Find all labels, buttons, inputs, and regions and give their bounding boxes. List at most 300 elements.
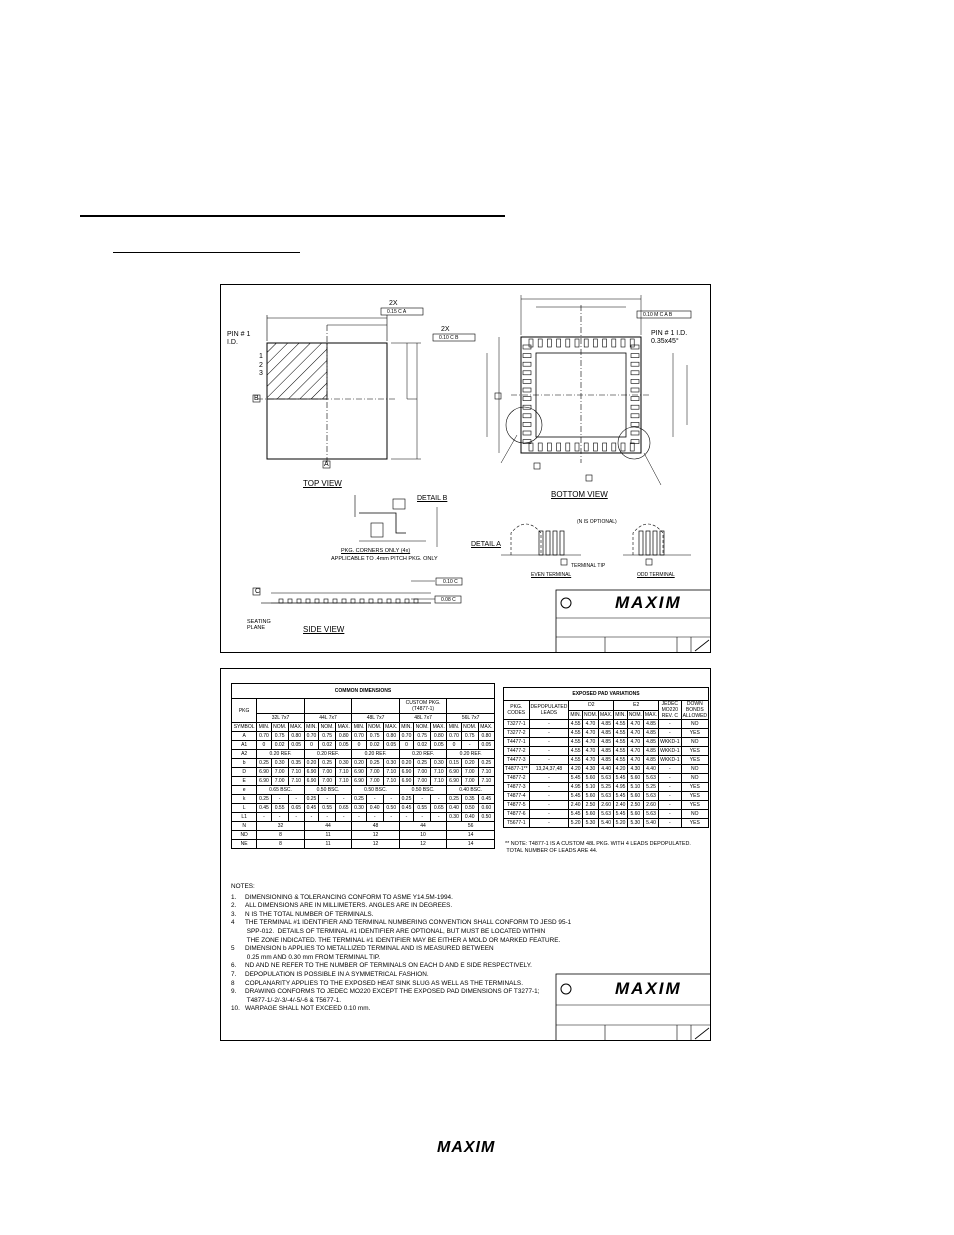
- pad-cell: 4.55: [615, 730, 626, 736]
- pad-cell: 4.55: [615, 721, 626, 727]
- pad-cell: T3277-2: [504, 729, 530, 738]
- value-cell: 0: [399, 741, 413, 750]
- value-cell: 7.10: [431, 777, 447, 786]
- terminal: [547, 339, 551, 347]
- table-row: [232, 732, 495, 741]
- pkg-name-0: 32L 7x7: [257, 714, 305, 723]
- value-cell: 0: [257, 741, 271, 750]
- pad-cell: 4.55: [570, 730, 581, 736]
- sub-header: MIN.: [401, 724, 412, 730]
- pad-cell: 4.40: [643, 765, 658, 774]
- value-cell: 0.45: [478, 795, 494, 804]
- pad-cell: 4.70: [582, 729, 598, 738]
- value-cell: 0.55: [271, 804, 288, 813]
- value-cell: 0.35: [461, 795, 478, 804]
- pad-cell: 5.10: [627, 783, 643, 792]
- symbol-cell: NE: [232, 840, 257, 849]
- pad-cell: 5.30: [627, 819, 643, 828]
- pad-cell: -: [659, 729, 681, 738]
- value-cell: 7.10: [478, 768, 494, 777]
- pad-cell: T4477-2: [504, 747, 530, 756]
- pad-cell: 4.85: [643, 747, 658, 756]
- terminal: [631, 388, 639, 392]
- pad-cell: 4.85: [643, 756, 658, 765]
- table-row: [504, 774, 709, 783]
- value-cell: 0.35: [288, 759, 304, 768]
- table-row: [504, 729, 709, 738]
- pad-cell: 4.40: [599, 765, 614, 774]
- merged-cell: 44: [399, 822, 447, 831]
- value-cell: 0: [447, 741, 461, 750]
- sub-header: MIN.: [353, 724, 365, 730]
- pad-sub-header: MIN.: [615, 711, 626, 718]
- note-text: COPLANARITY APPLIES TO THE EXPOSED HEAT SINK SLUG AS WELL AS THE TERMINALS.: [245, 979, 523, 987]
- side-view-label: SIDE VIEW: [303, 625, 345, 634]
- side-lead: [324, 599, 328, 603]
- symbol-cell: ND: [232, 831, 257, 840]
- value-cell: -: [352, 813, 366, 822]
- value-cell: 0.25: [257, 759, 271, 768]
- sub-header: NOM.: [463, 724, 477, 730]
- pad-cell: 4.20: [570, 766, 581, 772]
- pad-cell: 4.70: [627, 720, 643, 729]
- pad-cell: 5.60: [627, 810, 643, 819]
- symbol-cell: E: [232, 777, 257, 786]
- merged-cell: 8: [257, 840, 305, 849]
- terminal: [631, 379, 639, 383]
- pad-cell: T4477-3: [504, 756, 530, 765]
- value-cell: 6.90: [399, 768, 413, 777]
- value-cell: 0.25: [257, 795, 271, 804]
- pkg-col-1: [304, 699, 352, 714]
- pad-cell: -: [529, 747, 569, 756]
- pad-cell: NO: [681, 720, 708, 729]
- value-cell: 0.45: [399, 804, 413, 813]
- header-rule-short: [113, 252, 300, 253]
- value-cell: 7.00: [271, 768, 288, 777]
- sub-header: MAX.: [385, 724, 398, 730]
- datum-b: B: [254, 395, 259, 402]
- value-cell: 0.05: [288, 741, 304, 750]
- value-cell: 0.05: [478, 741, 494, 750]
- pad-cell: 4.85: [599, 747, 614, 756]
- pad-sub-header: MAX.: [644, 711, 658, 718]
- terminal: [621, 339, 625, 347]
- value-cell: 0.30: [431, 759, 447, 768]
- table-row: [504, 720, 709, 729]
- pad-cell: -: [529, 756, 569, 765]
- pad-cell: 5.60: [582, 774, 598, 783]
- dimension-table-sheet: [220, 668, 711, 1041]
- pad-down-header: DOWN BONDS ALLOWED: [682, 701, 708, 719]
- pkg-col-2: [352, 699, 400, 714]
- sub-header: MAX.: [337, 724, 350, 730]
- pad-cell: 4.85: [599, 729, 614, 738]
- table-row: [232, 750, 495, 759]
- value-cell: 6.90: [304, 777, 318, 786]
- value-cell: 7.10: [336, 768, 352, 777]
- top-view-label: TOP VIEW: [303, 479, 342, 488]
- common-title: COMMON DIMENSIONS: [232, 684, 495, 699]
- merged-cell: 0.20 REF.: [352, 750, 400, 759]
- value-cell: -: [383, 795, 399, 804]
- terminal: [523, 397, 531, 401]
- pad-pkg-header: PKG. CODES: [504, 701, 530, 720]
- value-cell: 0.30: [352, 804, 366, 813]
- note-number: 8: [231, 979, 235, 987]
- merged-cell: 56: [447, 822, 495, 831]
- table-row: [232, 804, 495, 813]
- value-cell: 0.80: [336, 732, 352, 741]
- value-cell: 0.25: [304, 795, 318, 804]
- terminal: [538, 339, 542, 347]
- value-cell: 0.80: [478, 732, 494, 741]
- value-cell: -: [288, 795, 304, 804]
- pad-cell: 5.20: [570, 820, 581, 826]
- value-cell: 7.10: [383, 777, 399, 786]
- table-row: [232, 768, 495, 777]
- value-cell: 0.80: [288, 732, 304, 741]
- side-lead: [351, 599, 355, 603]
- side-lead: [360, 599, 364, 603]
- pad-cell: 5.45: [570, 775, 581, 781]
- value-cell: 0.05: [336, 741, 352, 750]
- value-cell: 0.05: [431, 741, 447, 750]
- pad-cell: 4.70: [582, 756, 598, 765]
- pad-cell: 2.60: [643, 801, 658, 810]
- value-cell: -: [399, 813, 413, 822]
- pad-cell: 5.45: [570, 793, 581, 799]
- pad-cell: 5.30: [582, 819, 598, 828]
- value-cell: 0.20: [399, 759, 413, 768]
- value-cell: -: [431, 795, 447, 804]
- note-item: [231, 894, 571, 903]
- terminal: [631, 414, 639, 418]
- value-cell: 0.75: [319, 732, 336, 741]
- pad-cell: 2.60: [599, 801, 614, 810]
- merged-cell: 44: [304, 822, 352, 831]
- pad-cell: -: [659, 783, 681, 792]
- pad-cell: -: [659, 801, 681, 810]
- detail-a-label: DETAIL A: [471, 541, 501, 548]
- pin-number-3: 3: [259, 370, 263, 377]
- table-row: [504, 765, 709, 774]
- merged-cell: 32: [257, 822, 305, 831]
- pad-cell: 4.85: [599, 738, 614, 747]
- sub-header: MAX.: [432, 724, 445, 730]
- note-text: ND AND NE REFER TO THE NUMBER OF TERMINALS ON EACH D AND E SIDE RESPECTIVELY.: [245, 962, 532, 970]
- pad-cell: T4877-2: [504, 774, 530, 783]
- terminal: [631, 431, 639, 435]
- note-number: 2.: [231, 902, 237, 910]
- pad-cell: -: [659, 810, 681, 819]
- value-cell: 6.90: [352, 768, 366, 777]
- sub-header: MIN.: [448, 724, 460, 730]
- pad-cell: 5.25: [599, 783, 614, 792]
- merged-cell: 12: [352, 840, 400, 849]
- fcf-1: 0.15 C A: [387, 309, 407, 315]
- value-cell: 6.90: [304, 768, 318, 777]
- symbol-cell: L: [232, 804, 257, 813]
- value-cell: 0.25: [399, 795, 413, 804]
- pin-number-2: 2: [259, 362, 263, 369]
- tol-2x-a: 2X: [389, 300, 398, 307]
- pkg-name-1: 44L 7x7: [304, 714, 352, 723]
- value-cell: -: [431, 813, 447, 822]
- terminal: [547, 443, 551, 451]
- terminal: [523, 388, 531, 392]
- value-cell: 7.00: [414, 768, 431, 777]
- pad-cell: 4.55: [570, 748, 581, 754]
- pad-cell: T4877-1**: [505, 766, 528, 772]
- header-rule-long: [80, 215, 505, 217]
- table-row: [232, 822, 495, 831]
- value-cell: 0.50: [461, 804, 478, 813]
- value-cell: 0: [352, 741, 366, 750]
- pad-cell: 4.55: [570, 721, 581, 727]
- terminal: [631, 422, 639, 426]
- pad-cell: 4.70: [627, 738, 643, 747]
- datum-a: A: [324, 461, 329, 468]
- merged-cell: 0.40 BSC.: [447, 786, 495, 795]
- exposed-pad-note: ** NOTE: T4877-1 IS A CUSTOM 48L PKG. WITH 4 LEADS DEPOPULATED. TOTAL NUMBER OF LEADS ARE 44.: [505, 841, 691, 854]
- seating-plane-label: SEATING PLANE: [247, 619, 271, 631]
- pad-cell: 5.63: [643, 774, 658, 783]
- terminal: [557, 443, 561, 451]
- side-lead: [288, 599, 292, 603]
- symbol-header: SYMBOL: [232, 723, 257, 732]
- applicable-label: APPLICABLE TO .4mm PITCH PKG. ONLY: [331, 556, 438, 562]
- value-cell: 0.30: [447, 813, 461, 822]
- value-cell: 0.20: [304, 759, 318, 768]
- table-row: [232, 759, 495, 768]
- merged-cell: 0.20 REF.: [447, 750, 495, 759]
- value-cell: 0.55: [319, 804, 336, 813]
- pkg-col-3: CUSTOM PKG. (T4877-1): [399, 699, 447, 714]
- terminal: [566, 339, 570, 347]
- sub-header: NOM.: [273, 724, 287, 730]
- pad-cell: -: [659, 774, 681, 783]
- symbol-cell: A2: [232, 750, 257, 759]
- note-item: [231, 911, 571, 920]
- title-block-logo-2: MAXIM: [615, 979, 682, 998]
- side-lead: [297, 599, 301, 603]
- pad-cell: 4.30: [582, 765, 598, 774]
- value-cell: 0.45: [304, 804, 318, 813]
- pad-cell: 2.40: [570, 802, 581, 808]
- pad-cell: -: [529, 819, 569, 828]
- merged-cell: 0.20 REF.: [304, 750, 352, 759]
- value-cell: -: [414, 813, 431, 822]
- note-number: 7.: [231, 970, 237, 978]
- pad-cell: 4.85: [643, 729, 658, 738]
- pad-cell: 4.55: [615, 757, 626, 763]
- note-item: [231, 971, 571, 980]
- pin-number-1: 1: [259, 353, 263, 360]
- pad-cell: NO: [681, 774, 708, 783]
- table-row: [504, 801, 709, 810]
- terminal: [523, 379, 531, 383]
- value-cell: 0.70: [399, 732, 413, 741]
- terminal: [631, 354, 639, 358]
- table-row: [504, 819, 709, 828]
- pad-cell: WKKD-1: [660, 739, 680, 745]
- sub-header: NOM.: [320, 724, 334, 730]
- side-lead: [369, 599, 373, 603]
- value-cell: 7.00: [366, 768, 383, 777]
- value-cell: 0.40: [461, 813, 478, 822]
- common-dimensions-table: [231, 683, 495, 849]
- note-item: [231, 980, 571, 989]
- value-cell: 0.70: [352, 732, 366, 741]
- pkg-header: PKG: [232, 699, 257, 723]
- pad-cell: 4.55: [615, 748, 626, 754]
- pad-cell: -: [529, 738, 569, 747]
- pad-cell: YES: [681, 792, 708, 801]
- pad-cell: -: [529, 720, 569, 729]
- detail-b-label: DETAIL B: [417, 495, 448, 502]
- merged-cell: 48: [352, 822, 400, 831]
- pin1-id-label: PIN # 1 I.D.: [227, 331, 251, 346]
- pad-sub-header: NOM.: [583, 711, 598, 718]
- terminal: [575, 339, 579, 347]
- exposed-pad-table: [503, 687, 709, 828]
- merged-cell: 0.20 REF.: [257, 750, 305, 759]
- value-cell: 0.20: [461, 759, 478, 768]
- pin1-id-bottom-label: PIN # 1 I.D.: [651, 330, 688, 337]
- value-cell: 0.80: [383, 732, 399, 741]
- terminal: [630, 443, 634, 451]
- pad-cell: T4877-3: [504, 783, 530, 792]
- terminal: [584, 339, 588, 347]
- terminal: [631, 362, 639, 366]
- table-row: [504, 810, 709, 819]
- side-lead: [333, 599, 337, 603]
- value-cell: 6.90: [352, 777, 366, 786]
- merged-cell: 0.50 BSC.: [352, 786, 400, 795]
- terminal: [523, 431, 531, 435]
- pad-cell: 4.20: [615, 766, 626, 772]
- side-lead: [396, 599, 400, 603]
- pad-cell: YES: [681, 747, 708, 756]
- value-cell: 0.65: [288, 804, 304, 813]
- symbol-cell: D: [232, 768, 257, 777]
- pad-cell: 4.85: [599, 720, 614, 729]
- table-row: [232, 840, 495, 849]
- terminal: [523, 414, 531, 418]
- value-cell: 7.10: [478, 777, 494, 786]
- pad-cell: -: [529, 774, 569, 783]
- value-cell: 7.10: [336, 777, 352, 786]
- merged-cell: 0.50 BSC.: [304, 786, 352, 795]
- note-item: [231, 988, 571, 1005]
- pad-cell: -: [529, 792, 569, 801]
- note-text: DIMENSIONING & TOLERANCING CONFORM TO ASME Y14.5M-1994.: [245, 893, 453, 901]
- pad-cell: 5.45: [615, 811, 626, 817]
- terminal: [631, 371, 639, 375]
- pin1-zone-hatch: [267, 343, 327, 399]
- symbol-cell: e: [232, 786, 257, 795]
- value-cell: 0.65: [431, 804, 447, 813]
- value-cell: -: [366, 813, 383, 822]
- value-cell: 0.75: [461, 732, 478, 741]
- value-cell: 0.25: [352, 795, 366, 804]
- value-cell: 0.30: [336, 759, 352, 768]
- side-lead: [387, 599, 391, 603]
- value-cell: 6.90: [447, 777, 461, 786]
- value-cell: 0.75: [414, 732, 431, 741]
- note-number: 1.: [231, 893, 237, 901]
- sub-header: NOM.: [368, 724, 382, 730]
- value-cell: 6.90: [447, 768, 461, 777]
- terminal: [523, 371, 531, 375]
- value-cell: 7.10: [431, 768, 447, 777]
- value-cell: 0.02: [319, 741, 336, 750]
- pad-cell: 4.70: [627, 756, 643, 765]
- even-terminal-label: EVEN TERMINAL: [531, 572, 572, 578]
- value-cell: 0.60: [478, 804, 494, 813]
- side-lead: [279, 599, 283, 603]
- pad-cell: 13,24,37,48: [529, 765, 569, 774]
- side-lead: [342, 599, 346, 603]
- value-cell: 7.00: [414, 777, 431, 786]
- pad-cell: -: [529, 783, 569, 792]
- value-cell: 0.40: [447, 804, 461, 813]
- value-cell: 0.02: [271, 741, 288, 750]
- notes-block: [231, 883, 571, 1014]
- fcf-2: 0.10 C B: [439, 335, 459, 341]
- value-cell: 0.45: [257, 804, 271, 813]
- terminal: [631, 397, 639, 401]
- pad-cell: 4.70: [582, 720, 598, 729]
- pad-cell: NO: [681, 810, 708, 819]
- value-cell: 0: [304, 741, 318, 750]
- merged-cell: 14: [447, 831, 495, 840]
- value-cell: 6.90: [257, 768, 271, 777]
- note-item: [231, 962, 571, 971]
- terminal: [603, 443, 607, 451]
- value-cell: 0.50: [383, 804, 399, 813]
- value-cell: 0.70: [257, 732, 271, 741]
- odd-terminal-label: ODD TERMINAL: [637, 572, 675, 578]
- merged-cell: 11: [304, 831, 352, 840]
- pad-cell: 5.45: [615, 793, 626, 799]
- side-lead: [405, 599, 409, 603]
- footer-logo: MAXIM: [437, 1139, 496, 1156]
- side-lead: [378, 599, 382, 603]
- table-row: [504, 783, 709, 792]
- pad-cell: 5.63: [599, 774, 614, 783]
- terminal: [621, 443, 625, 451]
- pad-cell: YES: [681, 756, 708, 765]
- value-cell: 7.00: [319, 777, 336, 786]
- pad-cell: 4.55: [570, 757, 581, 763]
- pad-cell: T5677-1: [504, 819, 530, 828]
- table-row: [504, 792, 709, 801]
- table-row: [504, 756, 709, 765]
- value-cell: 0.70: [304, 732, 318, 741]
- pad-cell: T4477-1: [504, 738, 530, 747]
- pad-sub-header: MAX.: [600, 711, 613, 718]
- pad-cell: -: [529, 801, 569, 810]
- package-outline-drawing: [220, 284, 711, 653]
- symbol-cell: L1: [232, 813, 257, 822]
- pad-cell: 4.95: [570, 784, 581, 790]
- terminal: [612, 443, 616, 451]
- pad-cell: 4.55: [570, 739, 581, 745]
- pad-cell: 4.55: [615, 739, 626, 745]
- merged-cell: 0.20 REF.: [399, 750, 447, 759]
